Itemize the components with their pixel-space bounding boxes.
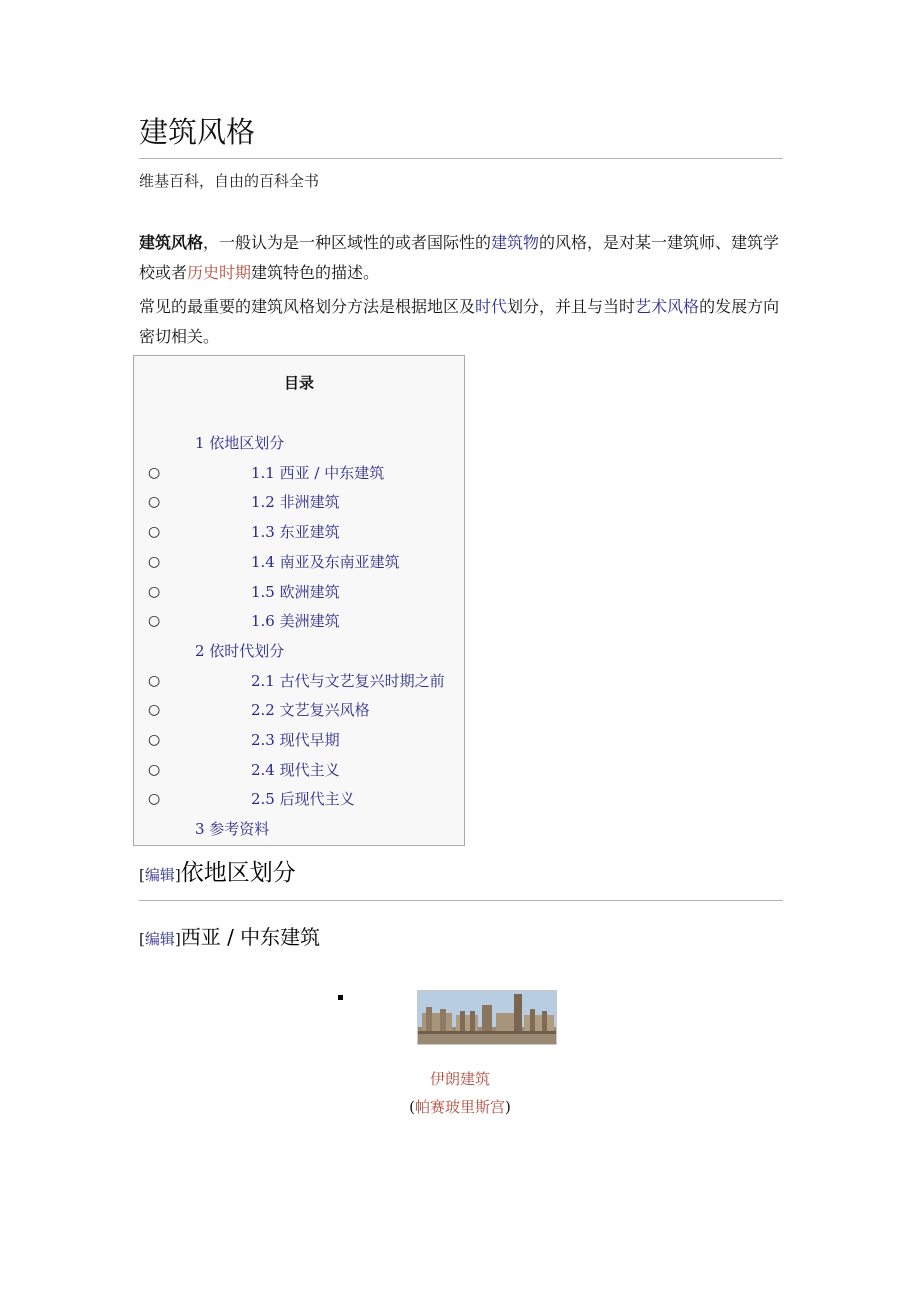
gallery-bullet: [338, 995, 343, 1000]
toc-item[interactable]: [134, 487, 464, 517]
toc-item[interactable]: [134, 547, 464, 577]
toc-link[interactable]: 2.5 后现代主义: [251, 790, 355, 809]
toc-link[interactable]: 1.3 东亚建筑: [251, 523, 340, 542]
toc-link[interactable]: 3 参考资料: [195, 820, 270, 839]
toc-bullet: ○: [148, 791, 161, 808]
toc-item[interactable]: [134, 666, 464, 696]
toc-link[interactable]: 1.2 非洲建筑: [251, 493, 340, 512]
table-of-contents: [133, 355, 465, 846]
intro-text: 的风格，是对某一建筑师、建筑学校或者: [139, 233, 780, 282]
toc-item[interactable]: [134, 428, 464, 458]
link-era[interactable]: 时代: [475, 297, 508, 316]
gallery-subcaption: (帕赛玻里斯宫): [409, 1098, 511, 1116]
toc-item[interactable]: [134, 577, 464, 607]
intro-text: 的发展方向密切相关。: [139, 297, 780, 346]
link-building[interactable]: 建筑物: [491, 233, 540, 252]
intro-text: ，一般认为是一种区域性的或者国际性的: [203, 233, 492, 252]
toc-link[interactable]: 2.1 古代与文艺复兴时期之前: [251, 671, 445, 690]
toc-bullet: ○: [148, 553, 161, 570]
section-title: 西亚 / 中东建筑: [180, 925, 321, 949]
toc-bullet: ○: [148, 524, 161, 541]
toc-item[interactable]: [134, 695, 464, 725]
toc-bullet: ○: [148, 583, 161, 600]
site-subtitle: 维基百科，自由的百科全书: [139, 172, 320, 190]
toc-item[interactable]: [134, 517, 464, 547]
toc-bullet: ○: [148, 672, 161, 689]
section-title: 依地区划分: [180, 860, 296, 886]
toc-link[interactable]: 2 依时代划分: [195, 641, 285, 660]
toc-link[interactable]: 1 依地区划分: [195, 434, 285, 452]
toc-title: 目录: [283, 374, 314, 392]
link-iranian-architecture[interactable]: 伊朗建筑: [429, 1070, 490, 1088]
toc-item[interactable]: [134, 606, 464, 636]
toc-link[interactable]: 1.1 西亚 / 中东建筑: [251, 463, 385, 482]
toc-link[interactable]: 2.4 现代主义: [251, 760, 340, 779]
edit-section-link[interactable]: [编辑]: [139, 930, 181, 948]
toc-bullet: ○: [148, 761, 161, 778]
toc-bullet: ○: [148, 702, 161, 719]
toc-item[interactable]: [134, 814, 464, 844]
section-heading-by-region: [139, 856, 783, 901]
toc-item[interactable]: [134, 458, 464, 488]
link-historical-period[interactable]: 历史时期: [187, 263, 252, 282]
toc-bullet: ○: [148, 613, 161, 630]
toc-link[interactable]: 1.6 美洲建筑: [251, 612, 340, 631]
toc-bullet: ○: [148, 732, 161, 748]
intro-paragraph-1: [139, 228, 789, 288]
toc-link[interactable]: 1.4 南亚及东南亚建筑: [251, 552, 400, 571]
link-art-style[interactable]: 艺术风格: [635, 297, 700, 316]
toc-bullet: ○: [148, 494, 161, 511]
toc-item[interactable]: [134, 725, 464, 755]
toc-link[interactable]: 1.5 欧洲建筑: [251, 582, 340, 601]
intro-text: 建筑特色的描述。: [251, 263, 380, 282]
toc-item[interactable]: [134, 755, 464, 785]
link-persepolis[interactable]: 帕赛玻里斯宫: [414, 1098, 505, 1116]
toc-link[interactable]: 2.2 文艺复兴风格: [251, 701, 370, 720]
toc-bullet: ○: [148, 464, 161, 481]
gallery-caption: [350, 1068, 570, 1089]
section-heading-west-asia: [139, 922, 320, 954]
persepolis-thumbnail-image[interactable]: [417, 990, 557, 1045]
intro-text: 划分，并且与当时: [507, 297, 636, 316]
intro-paragraph-2: [139, 292, 789, 352]
toc-item[interactable]: [134, 784, 464, 814]
intro-text: 常见的最重要的建筑风格划分方法是根据地区及: [139, 297, 476, 316]
term-bold: 建筑风格: [139, 233, 204, 252]
toc-item[interactable]: [134, 636, 464, 666]
toc-link[interactable]: 2.3 现代早期: [251, 731, 340, 749]
edit-section-link[interactable]: [编辑]: [139, 866, 181, 884]
page-title: 建筑风格: [139, 112, 783, 159]
